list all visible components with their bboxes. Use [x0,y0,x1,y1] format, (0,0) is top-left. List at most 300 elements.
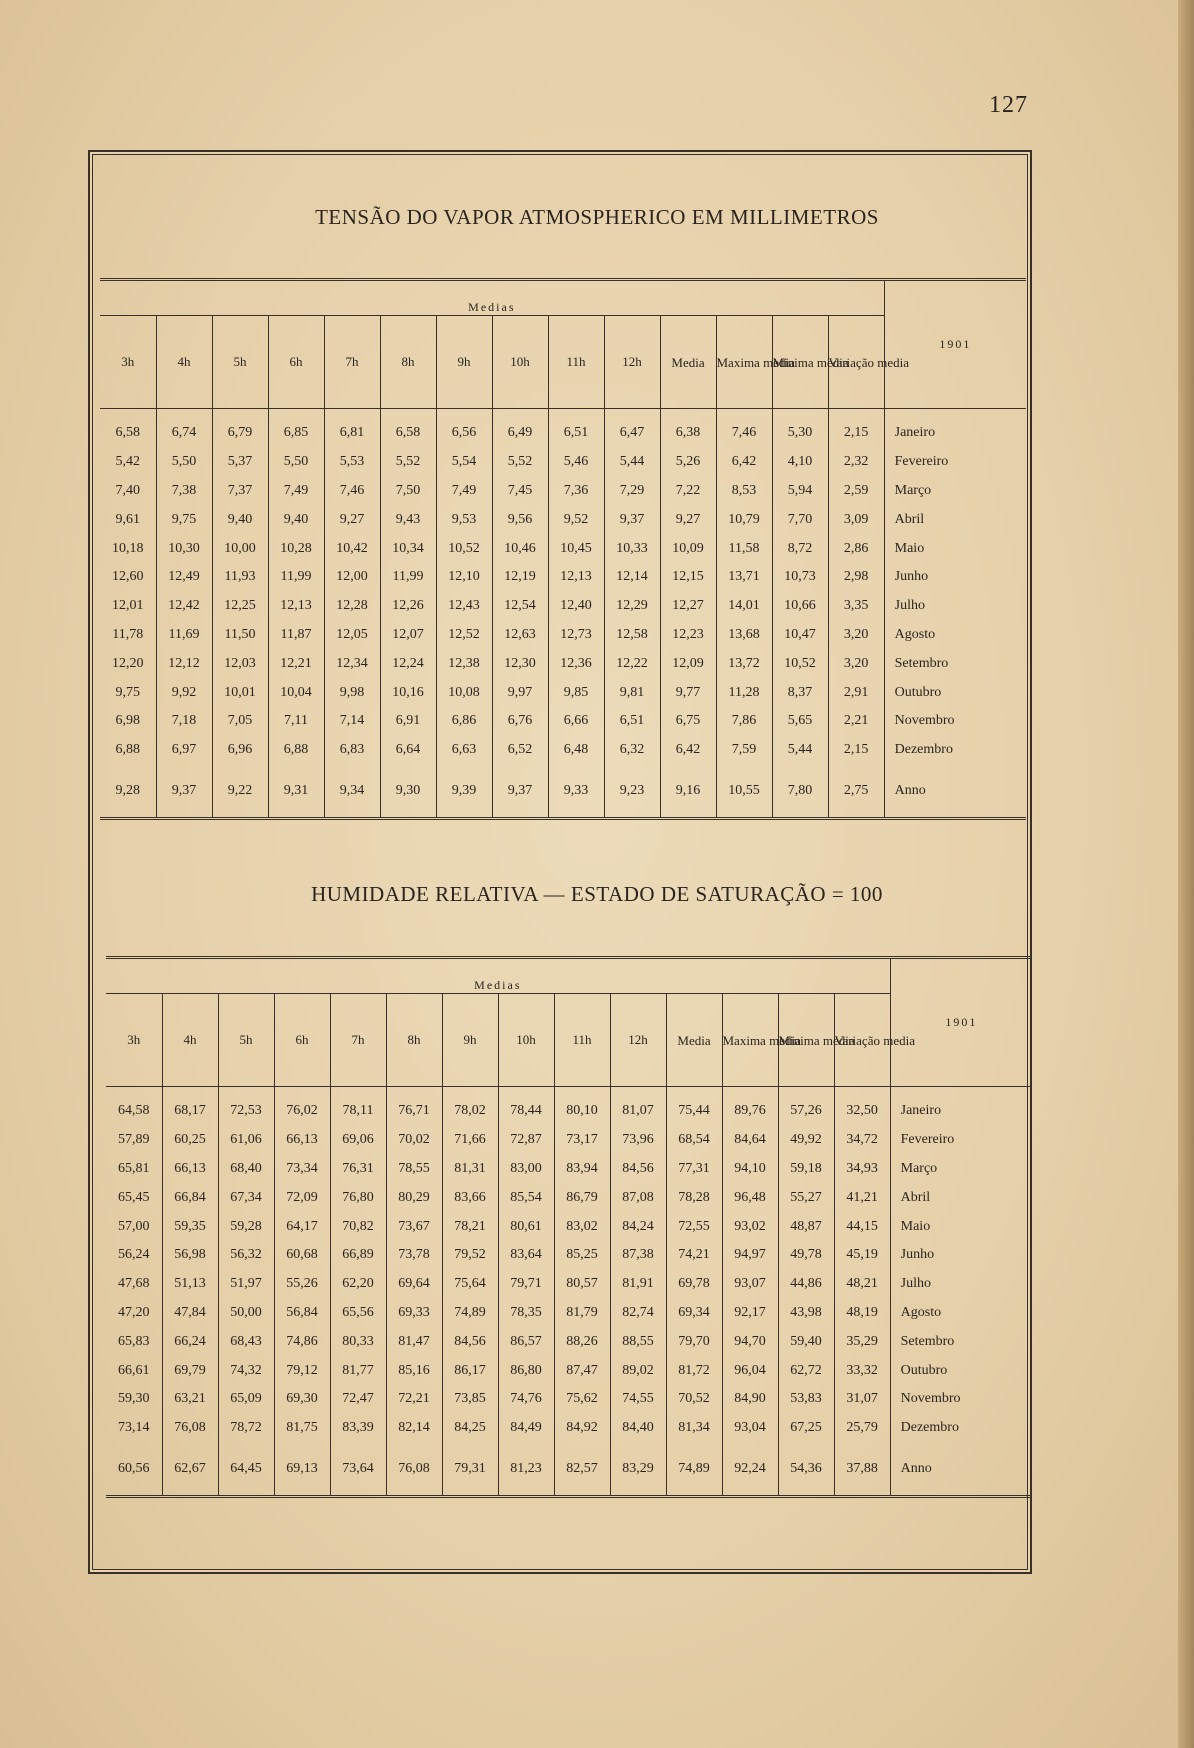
cell-value: 5,53 [324,448,380,477]
month-label: Fevereiro [894,454,949,470]
cell-value: 74,76 [498,1385,554,1414]
cell-value: 70,52 [666,1385,722,1414]
cell-value: 96,04 [722,1356,778,1385]
cell-value: 9,85 [548,678,604,707]
cell-value: 68,17 [162,1087,218,1126]
month-label: Setembro [900,1333,955,1349]
table-row [106,1087,1032,1126]
cell-value: 83,94 [554,1155,610,1184]
cell-value: 35,29 [834,1327,890,1356]
cell-value: 78,72 [218,1414,274,1443]
cell-value: 10,45 [548,534,604,563]
cell-value: 72,09 [274,1183,330,1212]
cell-value: 9,37 [604,505,660,534]
cell-value: 94,10 [722,1155,778,1184]
cell-value: 59,35 [162,1212,218,1241]
table-row [100,409,1026,448]
table-row [100,448,1026,477]
cell-value: 76,71 [386,1087,442,1126]
column-header: 6h [274,994,330,1087]
column-header: 9h [436,316,492,409]
month-label: Agosto [894,626,936,642]
cell-value: 31,07 [834,1385,890,1414]
cell-value: 65,09 [218,1385,274,1414]
cell-value: 9,30 [380,765,436,819]
table-row [106,1327,1032,1356]
cell-value: 11,93 [212,563,268,592]
cell-value: 6,42 [660,736,716,765]
page-edge [1178,0,1194,1748]
cell-value: 62,72 [778,1356,834,1385]
cell-value: 73,67 [386,1212,442,1241]
month-label: Setembro [894,655,949,671]
cell-value: 6,49 [492,409,548,448]
cell-value: 57,00 [106,1212,162,1241]
table-row [100,534,1026,563]
cell-value: 5,52 [492,448,548,477]
cell-value: 10,34 [380,534,436,563]
cell-value: 61,06 [218,1126,274,1155]
cell-value: 86,80 [498,1356,554,1385]
cell-value: 11,69 [156,621,212,650]
cell-value: 11,78 [100,621,156,650]
cell-value: 84,56 [442,1327,498,1356]
cell-value: 12,15 [660,563,716,592]
cell-value: 12,07 [380,621,436,650]
cell-value: 71,66 [442,1126,498,1155]
cell-value: 7,40 [100,477,156,506]
cell-value: 7,37 [212,477,268,506]
cell-value: 12,24 [380,649,436,678]
cell-value: 2,91 [828,678,884,707]
table-row [100,505,1026,534]
cell-value: 75,44 [666,1087,722,1126]
cell-value: 34,72 [834,1126,890,1155]
cell-value: 7,05 [212,707,268,736]
cell-value: 7,59 [716,736,772,765]
cell-value: 12,73 [548,621,604,650]
cell-value: 12,10 [436,563,492,592]
month-label: Abril [900,1189,931,1205]
cell-value: 47,68 [106,1270,162,1299]
column-header: Variação media [834,994,890,1087]
cell-value: 10,33 [604,534,660,563]
cell-value: 5,54 [436,448,492,477]
cell-value: 75,64 [442,1270,498,1299]
cell-value: 9,39 [436,765,492,819]
cell-value: 34,93 [834,1155,890,1184]
cell-value: 9,52 [548,505,604,534]
cell-value: 9,97 [492,678,548,707]
table-row [106,1356,1032,1385]
cell-value: 74,89 [666,1443,722,1497]
cell-value: 7,22 [660,477,716,506]
cell-value: 6,97 [156,736,212,765]
column-header: 7h [330,994,386,1087]
cell-value: 51,13 [162,1270,218,1299]
cell-value: 43,98 [778,1299,834,1328]
cell-value: 53,83 [778,1385,834,1414]
cell-value: 92,24 [722,1443,778,1497]
cell-value: 6,85 [268,409,324,448]
cell-value: 8,53 [716,477,772,506]
cell-value: 62,20 [330,1270,386,1299]
month-label: Dezembro [900,1420,959,1436]
cell-value: 51,97 [218,1270,274,1299]
cell-value: 59,18 [778,1155,834,1184]
cell-value: 69,13 [274,1443,330,1497]
page-number: 127 [989,92,1028,118]
cell-value: 84,25 [442,1414,498,1443]
cell-value: 11,87 [268,621,324,650]
cell-value: 9,98 [324,678,380,707]
cell-value: 5,44 [604,448,660,477]
column-header: 9h [442,994,498,1087]
cell-value: 84,64 [722,1126,778,1155]
cell-value: 81,07 [610,1087,666,1126]
cell-value: 74,21 [666,1241,722,1270]
cell-value: 2,21 [828,707,884,736]
cell-value: 6,51 [604,707,660,736]
cell-value: 69,34 [666,1299,722,1328]
cell-value: 67,25 [778,1414,834,1443]
cell-value: 12,01 [100,592,156,621]
cell-value: 93,04 [722,1414,778,1443]
cell-value: 72,21 [386,1385,442,1414]
cell-value: 3,20 [828,621,884,650]
cell-value: 6,74 [156,409,212,448]
cell-value: 9,16 [660,765,716,819]
cell-value: 81,23 [498,1443,554,1497]
cell-value: 12,38 [436,649,492,678]
cell-value: 44,15 [834,1212,890,1241]
cell-value: 7,14 [324,707,380,736]
cell-value: 82,14 [386,1414,442,1443]
cell-value: 72,87 [498,1126,554,1155]
cell-value: 76,08 [162,1414,218,1443]
cell-value: 65,83 [106,1327,162,1356]
table-row [100,736,1026,765]
cell-value: 10,08 [436,678,492,707]
cell-value: 9,43 [380,505,436,534]
cell-value: 12,52 [436,621,492,650]
table-row [106,1126,1032,1155]
cell-value: 83,00 [498,1155,554,1184]
cell-value: 7,49 [268,477,324,506]
table-title-vapor: TENSÃO DO VAPOR ATMOSPHERICO EM MILLIMETROS [315,205,879,229]
cell-value: 56,32 [218,1241,274,1270]
cell-value: 12,05 [324,621,380,650]
cell-value: 66,89 [330,1241,386,1270]
year-header: 1901 [884,280,1026,409]
cell-value: 2,15 [828,736,884,765]
table-row [106,1155,1032,1184]
cell-value: 60,25 [162,1126,218,1155]
cell-value: 5,37 [212,448,268,477]
cell-value: 9,53 [436,505,492,534]
cell-value: 73,85 [442,1385,498,1414]
cell-value: 6,88 [100,736,156,765]
cell-value: 9,56 [492,505,548,534]
cell-value: 11,50 [212,621,268,650]
cell-value: 32,50 [834,1087,890,1126]
cell-value: 6,58 [380,409,436,448]
month-label: Janeiro [894,425,936,441]
column-header: 12h [604,316,660,409]
cell-value: 10,01 [212,678,268,707]
cell-value: 12,25 [212,592,268,621]
cell-value: 7,11 [268,707,324,736]
cell-value: 78,44 [498,1087,554,1126]
cell-value: 89,02 [610,1356,666,1385]
cell-value: 12,34 [324,649,380,678]
column-header: Maxima media [722,994,778,1087]
cell-value: 59,40 [778,1327,834,1356]
cell-value: 78,35 [498,1299,554,1328]
cell-value: 84,92 [554,1414,610,1443]
cell-value: 76,31 [330,1155,386,1184]
cell-value: 69,06 [330,1126,386,1155]
cell-value: 7,29 [604,477,660,506]
cell-value: 64,45 [218,1443,274,1497]
cell-value: 6,56 [436,409,492,448]
cell-value: 56,84 [274,1299,330,1328]
cell-value: 79,71 [498,1270,554,1299]
cell-value: 69,78 [666,1270,722,1299]
cell-value: 96,48 [722,1183,778,1212]
cell-value: 76,08 [386,1443,442,1497]
column-header: Minima media [772,316,828,409]
cell-value: 59,28 [218,1212,274,1241]
cell-value: 12,03 [212,649,268,678]
cell-value: 5,26 [660,448,716,477]
cell-value: 73,34 [274,1155,330,1184]
group-label: Medias [100,280,884,316]
cell-value: 5,52 [380,448,436,477]
cell-value: 6,98 [100,707,156,736]
cell-value: 83,64 [498,1241,554,1270]
cell-value: 10,79 [716,505,772,534]
table-row [100,649,1026,678]
column-header: 11h [554,994,610,1087]
cell-value: 7,36 [548,477,604,506]
column-header: 10h [492,316,548,409]
cell-value: 88,55 [610,1327,666,1356]
cell-value: 11,99 [380,563,436,592]
cell-value: 66,24 [162,1327,218,1356]
cell-value: 5,30 [772,409,828,448]
cell-value: 12,43 [436,592,492,621]
cell-value: 74,55 [610,1385,666,1414]
month-label: Maio [894,540,925,556]
cell-value: 55,27 [778,1183,834,1212]
cell-value: 77,31 [666,1155,722,1184]
cell-value: 81,34 [666,1414,722,1443]
table-row [100,678,1026,707]
group-label: Medias [106,958,890,994]
month-label: Julho [900,1276,931,1292]
year-header: 1901 [890,958,1032,1087]
cell-value: 66,13 [162,1155,218,1184]
column-header: Media [660,316,716,409]
cell-value: 10,52 [772,649,828,678]
cell-value: 78,55 [386,1155,442,1184]
cell-value: 83,29 [610,1443,666,1497]
column-header: 7h [324,316,380,409]
cell-value: 6,96 [212,736,268,765]
cell-value: 7,18 [156,707,212,736]
column-header: Minima media [778,994,834,1087]
cell-value: 9,92 [156,678,212,707]
cell-value: 81,79 [554,1299,610,1328]
cell-value: 69,64 [386,1270,442,1299]
cell-value: 78,21 [442,1212,498,1241]
month-label: Anno [894,782,926,798]
annual-row [100,765,1026,819]
cell-value: 9,37 [156,765,212,819]
cell-value: 65,56 [330,1299,386,1328]
cell-value: 48,19 [834,1299,890,1328]
cell-value: 84,56 [610,1155,666,1184]
cell-value: 5,46 [548,448,604,477]
cell-value: 65,45 [106,1183,162,1212]
cell-value: 87,47 [554,1356,610,1385]
cell-value: 2,32 [828,448,884,477]
column-header: 10h [498,994,554,1087]
cell-value: 6,32 [604,736,660,765]
cell-value: 10,42 [324,534,380,563]
cell-value: 6,64 [380,736,436,765]
cell-value: 86,17 [442,1356,498,1385]
cell-value: 76,02 [274,1087,330,1126]
cell-value: 47,20 [106,1299,162,1328]
cell-value: 49,78 [778,1241,834,1270]
cell-value: 10,04 [268,678,324,707]
cell-value: 10,28 [268,534,324,563]
cell-value: 89,76 [722,1087,778,1126]
cell-value: 76,80 [330,1183,386,1212]
cell-value: 6,79 [212,409,268,448]
cell-value: 12,60 [100,563,156,592]
cell-value: 81,31 [442,1155,498,1184]
cell-value: 93,02 [722,1212,778,1241]
cell-value: 68,43 [218,1327,274,1356]
cell-value: 84,49 [498,1414,554,1443]
cell-value: 80,57 [554,1270,610,1299]
cell-value: 79,70 [666,1327,722,1356]
cell-value: 59,30 [106,1385,162,1414]
cell-value: 74,89 [442,1299,498,1328]
cell-value: 6,47 [604,409,660,448]
cell-value: 84,40 [610,1414,666,1443]
table-row [106,1183,1032,1212]
cell-value: 7,49 [436,477,492,506]
cell-value: 60,56 [106,1443,162,1497]
relative-humidity-table [106,956,1032,1498]
column-header: 6h [268,316,324,409]
cell-value: 81,91 [610,1270,666,1299]
cell-value: 6,52 [492,736,548,765]
cell-value: 92,17 [722,1299,778,1328]
cell-value: 62,67 [162,1443,218,1497]
cell-value: 9,23 [604,765,660,819]
cell-value: 3,09 [828,505,884,534]
cell-value: 2,86 [828,534,884,563]
cell-value: 50,00 [218,1299,274,1328]
month-label: Janeiro [900,1103,942,1119]
cell-value: 9,75 [156,505,212,534]
cell-value: 9,28 [100,765,156,819]
cell-value: 10,30 [156,534,212,563]
cell-value: 79,52 [442,1241,498,1270]
cell-value: 7,86 [716,707,772,736]
cell-value: 6,83 [324,736,380,765]
cell-value: 6,38 [660,409,716,448]
month-label: Março [894,482,932,498]
cell-value: 7,80 [772,765,828,819]
cell-value: 80,10 [554,1087,610,1126]
cell-value: 57,89 [106,1126,162,1155]
cell-value: 82,57 [554,1443,610,1497]
cell-value: 87,38 [610,1241,666,1270]
cell-value: 12,42 [156,592,212,621]
column-header: Maxima media [716,316,772,409]
cell-value: 65,81 [106,1155,162,1184]
column-header: 12h [610,994,666,1087]
cell-value: 67,34 [218,1183,274,1212]
cell-value: 84,24 [610,1212,666,1241]
cell-value: 87,08 [610,1183,666,1212]
cell-value: 74,86 [274,1327,330,1356]
column-header: 11h [548,316,604,409]
cell-value: 6,86 [436,707,492,736]
cell-value: 12,13 [268,592,324,621]
cell-value: 5,65 [772,707,828,736]
cell-value: 4,10 [772,448,828,477]
column-header: 4h [162,994,218,1087]
cell-value: 2,98 [828,563,884,592]
table-row [100,707,1026,736]
month-label: Julho [894,598,925,614]
cell-value: 72,55 [666,1212,722,1241]
cell-value: 33,32 [834,1356,890,1385]
month-label: Junho [900,1247,935,1263]
cell-value: 2,59 [828,477,884,506]
cell-value: 13,68 [716,621,772,650]
table-row [106,1299,1032,1328]
month-label: Outubro [900,1362,948,1378]
cell-value: 84,90 [722,1385,778,1414]
cell-value: 7,70 [772,505,828,534]
cell-value: 94,70 [722,1327,778,1356]
cell-value: 83,39 [330,1414,386,1443]
cell-value: 72,53 [218,1087,274,1126]
cell-value: 85,16 [386,1356,442,1385]
cell-value: 73,17 [554,1126,610,1155]
column-header: 5h [218,994,274,1087]
cell-value: 6,58 [100,409,156,448]
cell-value: 9,40 [268,505,324,534]
cell-value: 2,15 [828,409,884,448]
cell-value: 81,77 [330,1356,386,1385]
cell-value: 93,07 [722,1270,778,1299]
cell-value: 56,98 [162,1241,218,1270]
cell-value: 12,23 [660,621,716,650]
cell-value: 69,30 [274,1385,330,1414]
cell-value: 12,12 [156,649,212,678]
cell-value: 9,40 [212,505,268,534]
cell-value: 85,54 [498,1183,554,1212]
